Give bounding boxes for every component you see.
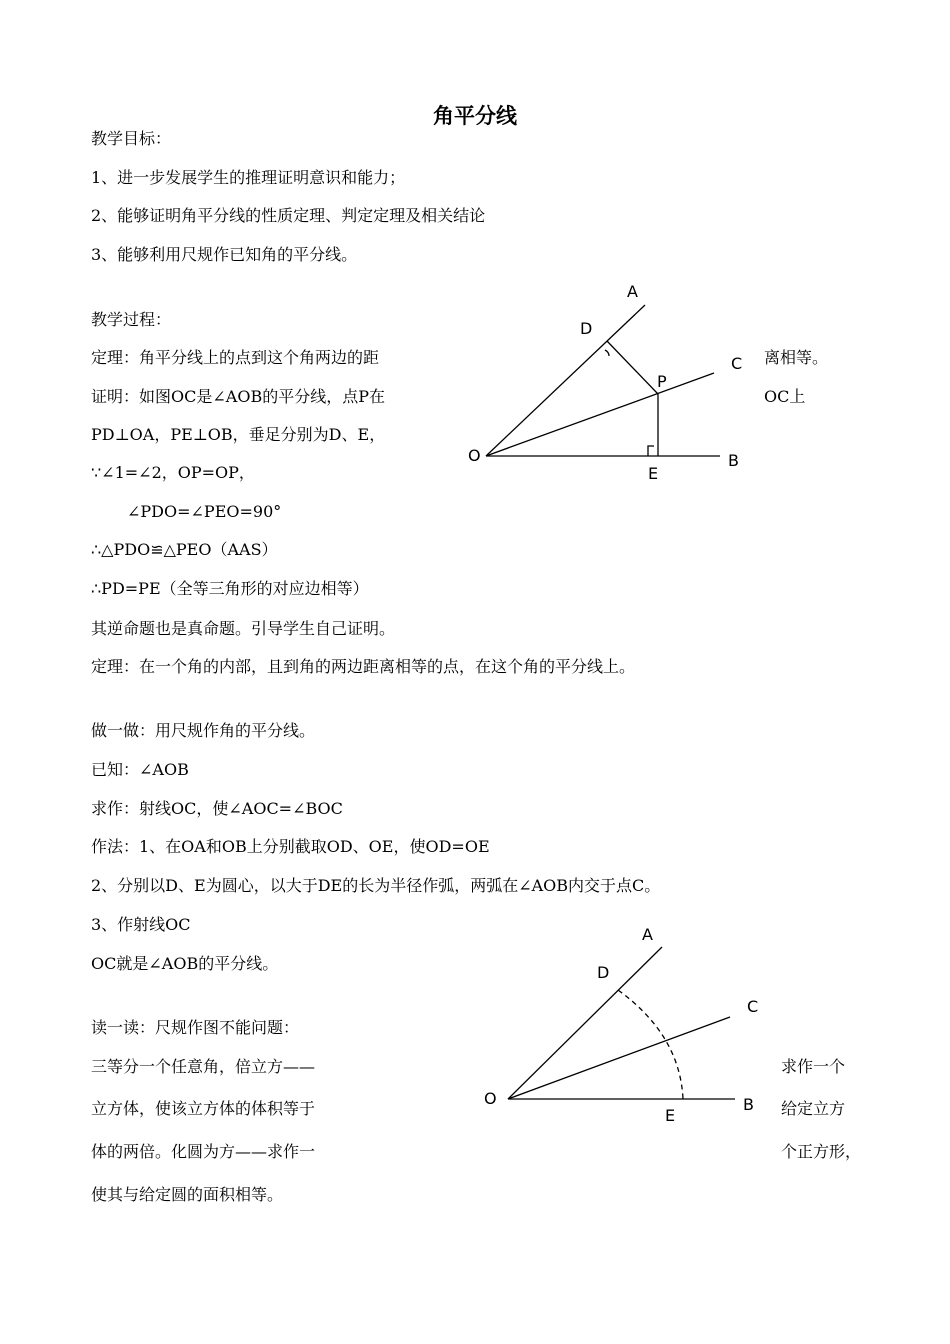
label-d: D — [597, 963, 610, 982]
proof-line: ∴PD=PE（全等三角形的对应边相等） — [91, 579, 369, 598]
reading-text-continued: 给定立方 — [781, 1099, 846, 1118]
proof-line: 其逆命题也是真命题。引导学生自己证明。 — [91, 619, 396, 638]
label-c: C — [731, 354, 743, 373]
objectives-heading: 教学目标： — [91, 129, 172, 148]
theorem-text: 定理：角平分线上的点到这个角两边的距 — [91, 348, 380, 367]
conclusion-text: OC就是∠AOB的平分线。 — [91, 954, 279, 973]
reading-text: 立方体，使该立方体的体积等于 — [91, 1099, 316, 1118]
page-title: 角平分线 — [433, 104, 517, 128]
reading-text: 体的两倍。化圆为方——求作一 — [91, 1142, 316, 1161]
reading-text-continued: 求作一个 — [781, 1057, 846, 1076]
construction-heading: 做一做：用尺规作角的平分线。 — [91, 721, 316, 740]
label-o: O — [484, 1089, 497, 1108]
reading-heading: 读一读：尺规作图不能问题： — [91, 1018, 300, 1037]
proof-line: ∵∠1=∠2，OP=OP， — [91, 463, 255, 482]
step-text: 2、分别以D、E为圆心，以大于DE的长为半径作弧，两弧在∠AOB内交于点C。 — [91, 876, 661, 895]
objective-item: 1、进一步发展学生的推理证明意识和能力； — [91, 168, 406, 187]
find-text: 求作：射线OC，使∠AOC=∠BOC — [91, 799, 343, 818]
label-p: P — [657, 372, 667, 391]
objective-item: 2、能够证明角平分线的性质定理、判定定理及相关结论 — [91, 206, 486, 225]
proof-line: PD⊥OA，PE⊥OB，垂足分别为D、E， — [91, 425, 386, 444]
proof-text: 证明：如图OC是∠AOB的平分线，点P在 — [91, 387, 385, 406]
label-b: B — [743, 1095, 754, 1114]
step-text: 作法：1、在OA和OB上分别截取OD、OE，使OD=OE — [91, 837, 490, 856]
process-heading: 教学过程： — [91, 310, 172, 329]
ray-oa — [508, 947, 662, 1099]
objective-item: 3、能够利用尺规作已知角的平分线。 — [91, 245, 358, 264]
label-a: A — [642, 925, 653, 944]
proof-line: ∠PDO=∠PEO=90° — [127, 502, 282, 521]
theorem-text-continued: 离相等。 — [764, 348, 829, 367]
proof-text-continued: OC上 — [764, 387, 806, 406]
label-d: D — [580, 319, 593, 338]
label-e: E — [665, 1106, 676, 1125]
construction-arc — [618, 990, 683, 1099]
given-text: 已知：∠AOB — [91, 760, 189, 779]
label-b: B — [728, 451, 739, 470]
reading-text: 三等分一个任意角，倍立方—— — [91, 1057, 316, 1076]
proof-line: ∴△PDO≌△PEO（AAS） — [91, 540, 278, 559]
step-text: 3、作射线OC — [91, 915, 191, 934]
reading-text: 使其与给定圆的面积相等。 — [91, 1185, 284, 1204]
label-e: E — [648, 464, 659, 483]
label-o: O — [468, 446, 481, 465]
ray-oc — [508, 1017, 730, 1099]
label-c: C — [747, 997, 759, 1016]
label-a: A — [627, 282, 638, 301]
reading-text-continued: 个正方形， — [781, 1142, 862, 1161]
converse-theorem: 定理：在一个角的内部，且到角的两边距离相等的点，在这个角的平分线上。 — [91, 657, 636, 676]
